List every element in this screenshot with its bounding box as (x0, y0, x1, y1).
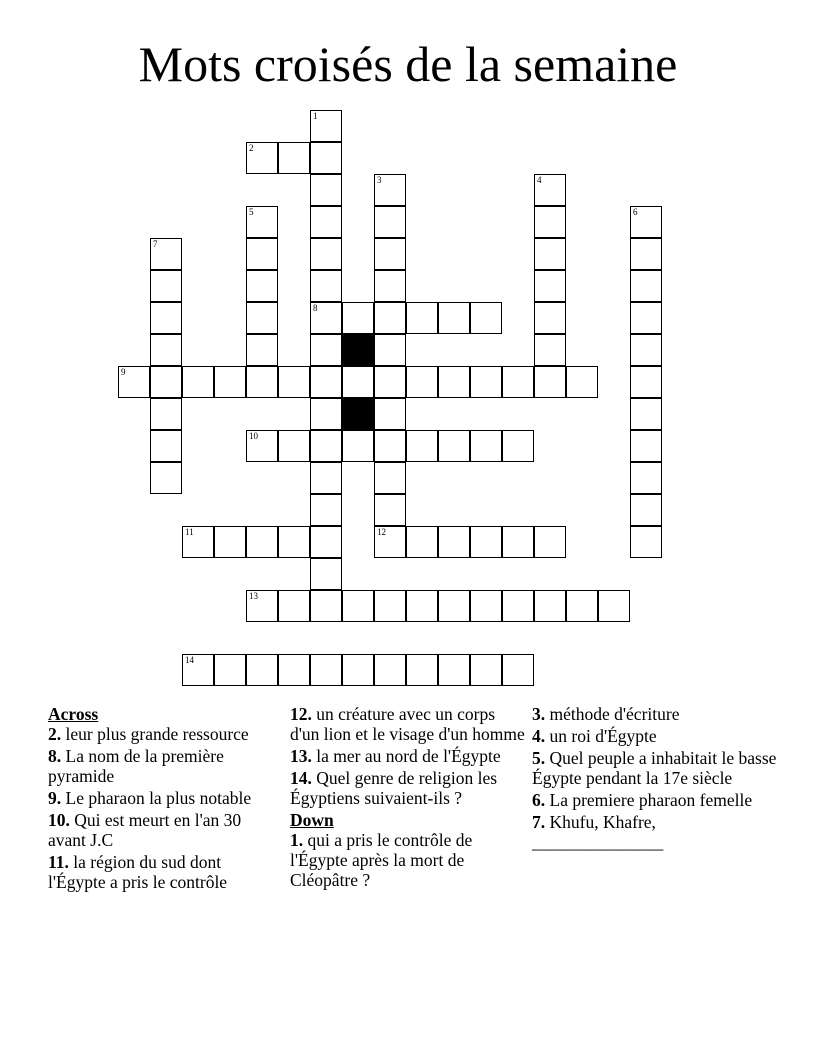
clue-number: 3 (377, 175, 382, 185)
grid-cell[interactable] (406, 430, 438, 462)
clue-item (48, 852, 280, 892)
clue-number: 13 (249, 591, 258, 601)
clue-item-text: Khufu, Khafre, _______________ (532, 812, 664, 852)
clue-item-number: 14. (290, 768, 312, 788)
grid-cell[interactable] (566, 590, 598, 622)
clue-number: 6 (633, 207, 638, 217)
grid-cell[interactable] (278, 654, 310, 686)
grid-cell[interactable] (310, 110, 342, 142)
grid-cell[interactable] (534, 206, 566, 238)
clue-number: 7 (153, 239, 158, 249)
grid-cell[interactable] (342, 302, 374, 334)
grid-cell[interactable] (566, 366, 598, 398)
grid-cell[interactable] (310, 398, 342, 430)
grid-cell[interactable] (310, 302, 342, 334)
grid-cell[interactable] (598, 590, 630, 622)
grid-cell[interactable] (310, 174, 342, 206)
grid-cell[interactable] (310, 654, 342, 686)
clue-number: 10 (249, 431, 258, 441)
grid-cell[interactable] (534, 590, 566, 622)
clue-item-number: 9. (48, 788, 62, 808)
grid-cell[interactable] (374, 206, 406, 238)
grid-cell[interactable] (534, 526, 566, 558)
grid-cell[interactable] (374, 238, 406, 270)
grid-cell[interactable] (374, 430, 406, 462)
clue-item-text: Quel genre de religion les Égyptiens suivaient-ils ? (290, 768, 498, 808)
clue-item (48, 746, 280, 786)
grid-cell[interactable] (310, 238, 342, 270)
grid-cell[interactable] (278, 526, 310, 558)
clue-item-number: 3. (532, 704, 546, 724)
grid-cell[interactable] (310, 206, 342, 238)
grid-cell[interactable] (150, 334, 182, 366)
grid-cell[interactable] (374, 270, 406, 302)
clue-item-number: 6. (532, 790, 546, 810)
grid-cell[interactable] (246, 366, 278, 398)
clue-item (290, 704, 526, 744)
grid-cell[interactable] (342, 366, 374, 398)
grid-cell[interactable] (502, 526, 534, 558)
grid-cell[interactable] (534, 174, 566, 206)
grid-cell[interactable] (438, 302, 470, 334)
clue-item-number: 10. (48, 810, 70, 830)
grid-cell[interactable] (246, 654, 278, 686)
clue-item (532, 704, 782, 724)
grid-cell[interactable] (342, 654, 374, 686)
grid-cell[interactable] (246, 270, 278, 302)
clue-item (290, 768, 526, 808)
grid-cell[interactable] (534, 270, 566, 302)
grid-cell[interactable] (310, 430, 342, 462)
grid-cell[interactable] (246, 206, 278, 238)
grid-cell[interactable] (374, 526, 406, 558)
grid-cell[interactable] (534, 334, 566, 366)
grid-cell[interactable] (630, 206, 662, 238)
clue-item (532, 748, 782, 788)
clue-item (532, 726, 782, 746)
grid-cell[interactable] (150, 366, 182, 398)
grid-cell[interactable] (438, 526, 470, 558)
grid-block (342, 334, 374, 366)
grid-cell[interactable] (502, 590, 534, 622)
grid-cell[interactable] (630, 270, 662, 302)
grid-cell[interactable] (630, 526, 662, 558)
grid-cell[interactable] (246, 590, 278, 622)
clues-column-2 (290, 704, 526, 892)
grid-cell[interactable] (630, 302, 662, 334)
clue-item-text: qui a pris le contrôle de l'Égypte après la mort de Cléopâtre ? (290, 830, 473, 890)
grid-cell[interactable] (470, 590, 502, 622)
clue-item-number: 2. (48, 724, 62, 744)
grid-cell[interactable] (246, 526, 278, 558)
clue-item-text: leur plus grande ressource (65, 724, 249, 744)
clue-item-text: Quel peuple a inhabitait le basse Égypte pendant la 17e siècle (532, 748, 777, 788)
clue-item-number: 11. (48, 852, 69, 872)
grid-cell[interactable] (438, 366, 470, 398)
grid-cell[interactable] (374, 494, 406, 526)
clue-number: 4 (537, 175, 542, 185)
grid-cell[interactable] (310, 462, 342, 494)
grid-cell[interactable] (470, 654, 502, 686)
grid-cell[interactable] (246, 430, 278, 462)
grid-cell[interactable] (374, 398, 406, 430)
grid-cell[interactable] (502, 430, 534, 462)
grid-cell[interactable] (278, 142, 310, 174)
grid-cell[interactable] (246, 302, 278, 334)
clue-item-text: méthode d'écriture (549, 704, 680, 724)
grid-cell[interactable] (470, 302, 502, 334)
grid-cell[interactable] (438, 590, 470, 622)
grid-cell[interactable] (470, 430, 502, 462)
grid-cell[interactable] (150, 398, 182, 430)
grid-cell[interactable] (374, 654, 406, 686)
clue-number: 14 (185, 655, 194, 665)
clue-item-number: 13. (290, 746, 312, 766)
grid-cell[interactable] (374, 590, 406, 622)
clue-item-number: 8. (48, 746, 62, 766)
grid-cell[interactable] (246, 142, 278, 174)
clue-number: 8 (313, 303, 318, 313)
clue-number: 12 (377, 527, 386, 537)
grid-cell[interactable] (310, 270, 342, 302)
clue-item-text: La premiere pharaon femelle (549, 790, 753, 810)
grid-cell[interactable] (438, 654, 470, 686)
page-title: Mots croisés de la semaine (138, 36, 678, 92)
clue-item-number: 12. (290, 704, 312, 724)
clue-number: 1 (313, 111, 318, 121)
clue-number: 5 (249, 207, 254, 217)
grid-cell[interactable] (150, 270, 182, 302)
grid-cell[interactable] (534, 302, 566, 334)
grid-cell[interactable] (278, 430, 310, 462)
clue-item-number: 7. (532, 812, 546, 832)
grid-cell[interactable] (374, 174, 406, 206)
grid-cell[interactable] (342, 590, 374, 622)
grid-cell[interactable] (182, 654, 214, 686)
clue-item (48, 788, 280, 808)
grid-cell[interactable] (150, 302, 182, 334)
grid-cell[interactable] (406, 366, 438, 398)
grid-cell[interactable] (246, 238, 278, 270)
clue-item (532, 790, 782, 810)
clue-item-number: 4. (532, 726, 546, 746)
clue-number: 9 (121, 367, 126, 377)
clue-item-number: 5. (532, 748, 546, 768)
grid-cell[interactable] (182, 366, 214, 398)
clue-item-text: la région du sud dont l'Égypte a pris le contrôle (48, 852, 228, 892)
grid-cell[interactable] (150, 462, 182, 494)
grid-cell[interactable] (406, 302, 438, 334)
grid-cell[interactable] (502, 366, 534, 398)
grid-cell[interactable] (630, 238, 662, 270)
grid-cell[interactable] (630, 430, 662, 462)
clues-column-3 (532, 704, 782, 854)
grid-cell[interactable] (630, 334, 662, 366)
grid-cell[interactable] (406, 590, 438, 622)
grid-cell[interactable] (214, 366, 246, 398)
grid-cell[interactable] (278, 590, 310, 622)
grid-cell[interactable] (502, 654, 534, 686)
grid-cell[interactable] (406, 526, 438, 558)
grid-cell[interactable] (150, 238, 182, 270)
section-header-across: Across (48, 704, 99, 724)
grid-cell[interactable] (246, 334, 278, 366)
grid-cell[interactable] (342, 430, 374, 462)
clue-item-text: la mer au nord de l'Égypte (316, 746, 501, 766)
clue-item (48, 810, 280, 850)
clue-item-text: un roi d'Égypte (549, 726, 657, 746)
clue-number: 11 (185, 527, 194, 537)
grid-cell[interactable] (278, 366, 310, 398)
grid-cell[interactable] (182, 526, 214, 558)
grid-cell[interactable] (310, 366, 342, 398)
grid-cell[interactable] (630, 366, 662, 398)
grid-cell[interactable] (630, 398, 662, 430)
grid-cell[interactable] (214, 526, 246, 558)
grid-cell[interactable] (630, 494, 662, 526)
grid-cell[interactable] (438, 430, 470, 462)
grid-cell[interactable] (374, 366, 406, 398)
grid-cell[interactable] (470, 526, 502, 558)
clue-number: 2 (249, 143, 254, 153)
grid-cell[interactable] (374, 334, 406, 366)
grid-cell[interactable] (118, 366, 150, 398)
clue-item (290, 746, 526, 766)
clue-item-text: Qui est meurt en l'an 30 avant J.C (48, 810, 242, 850)
grid-block (342, 398, 374, 430)
clue-item-number: 1. (290, 830, 304, 850)
grid-cell[interactable] (630, 462, 662, 494)
clue-item (48, 724, 280, 744)
grid-cell[interactable] (310, 494, 342, 526)
grid-cell[interactable] (214, 654, 246, 686)
grid-cell[interactable] (310, 526, 342, 558)
grid-cell[interactable] (150, 430, 182, 462)
clue-item-text: La nom de la première pyramide (48, 746, 224, 786)
grid-cell[interactable] (406, 654, 438, 686)
grid-cell[interactable] (374, 462, 406, 494)
clues-column-1 (48, 704, 280, 894)
clue-item (290, 830, 526, 890)
grid-cell[interactable] (470, 366, 502, 398)
grid-cell[interactable] (310, 142, 342, 174)
clue-item (532, 812, 782, 852)
grid-cell[interactable] (310, 558, 342, 590)
clue-item-text: un créature avec un corps d'un lion et le visage d'un homme (290, 704, 525, 744)
grid-cell[interactable] (310, 590, 342, 622)
grid-cell[interactable] (534, 366, 566, 398)
grid-cell[interactable] (374, 302, 406, 334)
grid-cell[interactable] (534, 238, 566, 270)
clue-item-text: Le pharaon la plus notable (65, 788, 252, 808)
grid-cell[interactable] (310, 334, 342, 366)
section-header-down: Down (290, 810, 334, 830)
